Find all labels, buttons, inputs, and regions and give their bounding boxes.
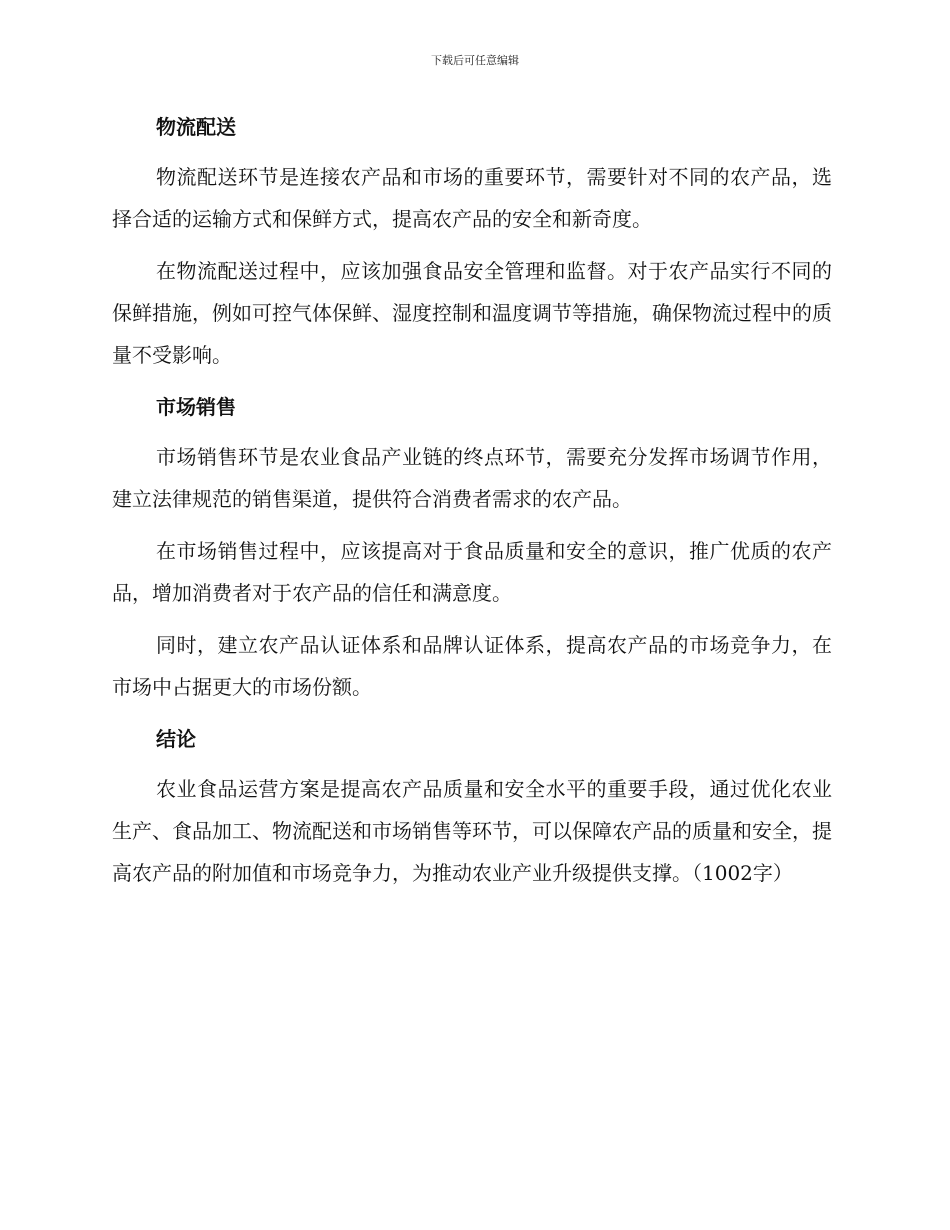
paragraph: 物流配送环节是连接农产品和市场的重要环节，需要针对不同的农产品，选择合适的运输方式和保鲜方式，提高农产品的安全和新奇度。 xyxy=(112,165,832,231)
section-heading-market-sales: 市场销售 xyxy=(156,395,236,419)
page-header: 下载后可任意编辑 xyxy=(431,54,519,67)
section-heading-logistics: 物流配送 xyxy=(156,115,236,139)
paragraph: 在市场销售过程中，应该提高对于食品质量和安全的意识，推广优质的农产品，增加消费者对于农产品的信任和满意度。 xyxy=(112,539,832,605)
section-heading-conclusion: 结论 xyxy=(156,727,196,751)
paragraph: 市场销售环节是农业食品产业链的终点环节，需要充分发挥市场调节作用，建立法律规范的销售渠道，提供符合消费者需求的农产品。 xyxy=(112,445,832,511)
paragraph: 农业食品运营方案是提高农产品质量和安全水平的重要手段，通过优化农业生产、食品加工、物流配送和市场销售等环节，可以保障农产品的质量和安全，提高农产品的附加值和市场竞争力，为推动农业产业升级提供支撑。（1002字） xyxy=(112,777,832,885)
document-body xyxy=(112,106,832,904)
paragraph: 同时，建立农产品认证体系和品牌认证体系，提高农产品的市场竞争力，在市场中占据更大的市场份额。 xyxy=(112,633,832,699)
paragraph: 在物流配送过程中，应该加强食品安全管理和监督。对于农产品实行不同的保鲜措施，例如可控气体保鲜、湿度控制和温度调节等措施，确保物流过程中的质量不受影响。 xyxy=(112,259,832,367)
